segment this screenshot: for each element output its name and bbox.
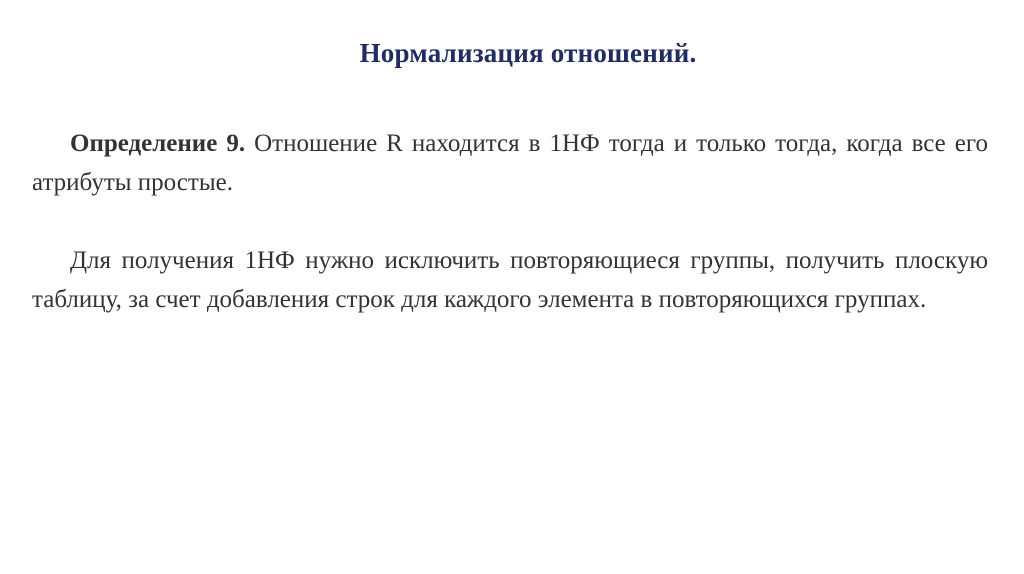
definition-text: Отношение R находится в 1НФ тогда и только тогда, когда все его атрибуты простые. xyxy=(32,130,988,196)
explanation-paragraph: Для получения 1НФ нужно исключить повторяющиеся группы, получить плоскую таблицу, за счет добавления строк для каждого элемента в повторяющихся группах. xyxy=(32,247,988,313)
definition-paragraph xyxy=(32,124,988,202)
definition-term: Определение 9. xyxy=(70,130,246,157)
slide-title: Нормализация отношений. xyxy=(359,38,697,68)
